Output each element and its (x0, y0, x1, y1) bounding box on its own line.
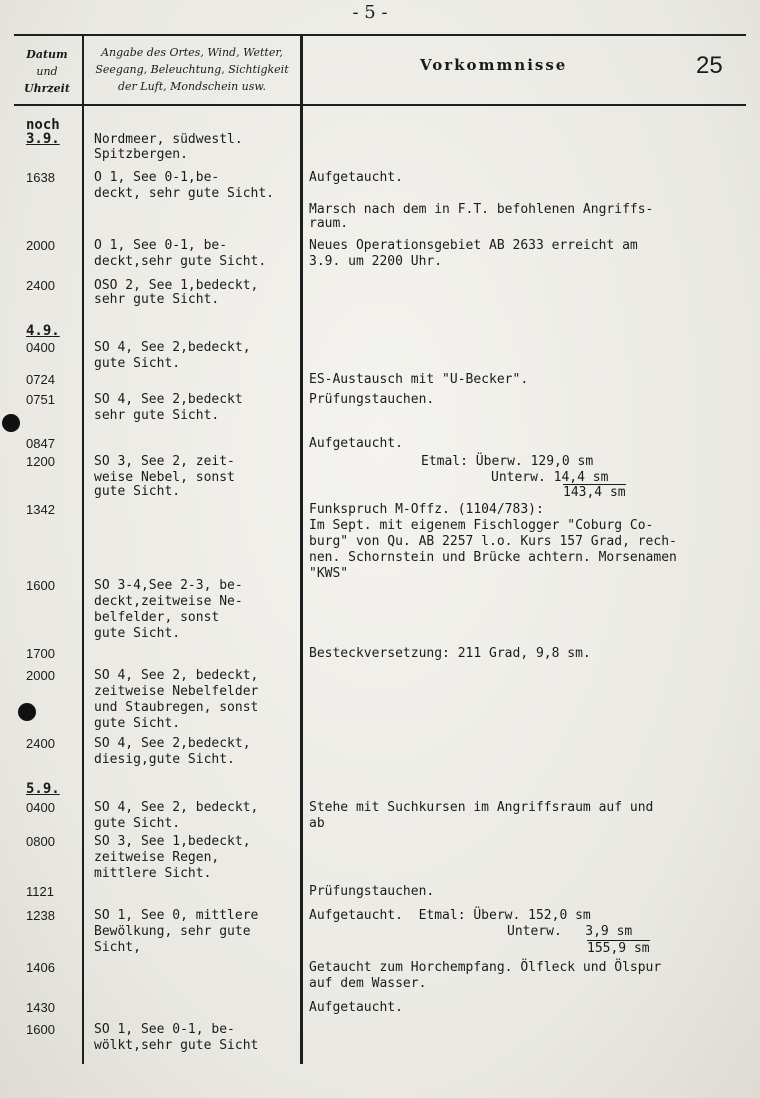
log-time: 1342 (26, 502, 55, 517)
log-time: 0400 (26, 800, 55, 815)
log-weather-line: weise Nebel, sonst (94, 470, 235, 485)
log-event-line: Unterw. 14,4 sm (491, 470, 609, 485)
log-time: 0847 (26, 436, 55, 451)
log-event-line: burg" von Qu. AB 2257 l.o. Kurs 157 Grad, rech- (309, 534, 677, 549)
log-event-line: Besteckversetzung: 211 Grad, 9,8 sm. (309, 646, 591, 661)
log-weather-line: SO 4, See 2, bedeckt, (94, 800, 259, 815)
log-weather-line: OSO 2, See 1,bedeckt, (94, 278, 259, 293)
log-weather-line: gute Sicht. (94, 816, 181, 831)
header-top-rule (14, 34, 746, 36)
log-date: 3.9. (26, 131, 60, 147)
column-divider-right (300, 34, 303, 1064)
log-weather-line: mittlere Sicht. (94, 866, 212, 881)
log-event-line: Marsch nach dem in F.T. befohlenen Angriffs- (309, 202, 654, 217)
log-event-line: raum. (309, 216, 349, 231)
log-weather-line: deckt,sehr gute Sicht. (94, 254, 267, 269)
log-time: 1200 (26, 454, 55, 469)
log-weather-line: deckt, sehr gute Sicht. (94, 186, 275, 201)
log-weather-line: SO 1, See 0-1, be- (94, 1022, 235, 1037)
log-weather-line: deckt,zeitweise Ne- (94, 594, 243, 609)
log-time: 0400 (26, 340, 55, 355)
log-event-line: ES-Austausch mit "U-Becker". (309, 372, 529, 387)
log-event-line: 143,4 sm (563, 485, 626, 500)
log-event-line: Etmal: Überw. 129,0 sm (421, 454, 594, 469)
log-event-line: ab (309, 816, 325, 831)
log-weather-line: SO 3-4,See 2-3, be- (94, 578, 243, 593)
log-weather-line: sehr gute Sicht. (94, 408, 220, 423)
date-header-line-2: und (36, 65, 58, 78)
log-weather-line: SO 1, See 0, mittlere (94, 908, 259, 923)
log-event-line: Aufgetaucht. (309, 1000, 403, 1015)
log-event-line: Im Sept. mit eigenem Fischlogger "Coburg Co- (309, 518, 654, 533)
log-time: 2000 (26, 668, 55, 683)
page-number: - 5 - (352, 2, 388, 23)
log-weather-line: SO 4, See 2,bedeckt, (94, 340, 251, 355)
log-weather-line: und Staubregen, sonst (94, 700, 259, 715)
log-weather-line: Nordmeer, südwestl. (94, 132, 243, 147)
log-weather-line: belfelder, sonst (94, 610, 220, 625)
date-column-header (14, 46, 80, 97)
log-event-line: Aufgetaucht. Etmal: Überw. 152,0 sm (309, 908, 591, 923)
log-time: 1600 (26, 578, 55, 593)
log-event-line: Funkspruch M-Offz. (1104/783): (309, 502, 544, 517)
log-event-line: "KWS" (309, 566, 349, 581)
log-weather-line: SO 3, See 2, zeit- (94, 454, 235, 469)
log-weather-line: gute Sicht. (94, 356, 181, 371)
log-time: 0800 (26, 834, 55, 849)
place-header-line-2: Seegang, Beleuchtung, Sichtigkeit (95, 63, 289, 76)
log-date: 4.9. (26, 323, 60, 339)
log-time: 2400 (26, 736, 55, 751)
log-event-line: Prüfungstauchen. (309, 392, 435, 407)
log-time: 0724 (26, 372, 55, 387)
place-column-header (86, 44, 298, 95)
log-time: 0751 (26, 392, 55, 407)
log-event-line: Getaucht zum Horchempfang. Ölfleck und Ölspur (309, 960, 662, 975)
date-header-line-3: Uhrzeit (24, 82, 70, 95)
log-weather-line: SO 4, See 2,bedeckt, (94, 736, 251, 751)
log-event-line: Neues Operationsgebiet AB 2633 erreicht am (309, 238, 638, 253)
header-bottom-rule (14, 104, 746, 106)
events-column-header: Vorkommnisse (420, 56, 568, 74)
log-event-line: auf dem Wasser. (309, 976, 427, 991)
log-time: 2000 (26, 238, 55, 253)
log-weather-line: sehr gute Sicht. (94, 292, 220, 307)
log-time: 1238 (26, 908, 55, 923)
log-weather-line: Bewölkung, sehr gute (94, 924, 251, 939)
log-time: 1430 (26, 1000, 55, 1015)
log-event-line: nen. Schornstein und Brücke achtern. Morsenamen (309, 550, 677, 565)
sheet-number: 25 (696, 52, 723, 79)
log-event-line: 3.9. um 2200 Uhr. (309, 254, 443, 269)
log-event-line: 155,9 sm (587, 941, 650, 956)
log-event-line: Prüfungstauchen. (309, 884, 435, 899)
log-time: 1406 (26, 960, 55, 975)
log-weather-line: gute Sicht. (94, 626, 181, 641)
log-weather-line: wölkt,sehr gute Sicht (94, 1038, 259, 1053)
log-time: 1121 (26, 884, 54, 899)
log-weather-line: SO 4, See 2, bedeckt, (94, 668, 259, 683)
log-weather-line: diesig,gute Sicht. (94, 752, 235, 767)
log-event-line: Unterw. 3,9 sm (507, 924, 633, 939)
log-weather-line: Spitzbergen. (94, 147, 188, 162)
place-header-line-3: der Luft, Mondschein usw. (117, 80, 267, 93)
log-event-line: Aufgetaucht. (309, 436, 403, 451)
log-weather-line: O 1, See 0-1, be- (94, 238, 228, 253)
place-header-line-1: Angabe des Ortes, Wind, Wetter, (101, 46, 283, 59)
date-header-line-1: Datum (26, 48, 68, 61)
log-date: 5.9. (26, 781, 60, 797)
binder-hole-top (2, 414, 20, 432)
log-weather-line: SO 4, See 2,bedeckt (94, 392, 243, 407)
log-date: noch (26, 117, 60, 133)
log-weather-line: SO 3, See 1,bedeckt, (94, 834, 251, 849)
log-weather-line: gute Sicht. (94, 716, 181, 731)
log-event-line: Stehe mit Suchkursen im Angriffsraum auf und (309, 800, 654, 815)
log-time: 1600 (26, 1022, 55, 1037)
log-time: 1638 (26, 170, 55, 185)
log-weather-line: Sicht, (94, 940, 141, 955)
log-weather-line: gute Sicht. (94, 484, 181, 499)
log-time: 2400 (26, 278, 55, 293)
log-weather-line: O 1, See 0-1,be- (94, 170, 220, 185)
column-divider-left (82, 34, 84, 1064)
log-weather-line: zeitweise Regen, (94, 850, 220, 865)
log-event-line: Aufgetaucht. (309, 170, 403, 185)
log-time: 1700 (26, 646, 55, 661)
binder-hole-bottom (18, 703, 36, 721)
log-weather-line: zeitweise Nebelfelder (94, 684, 259, 699)
